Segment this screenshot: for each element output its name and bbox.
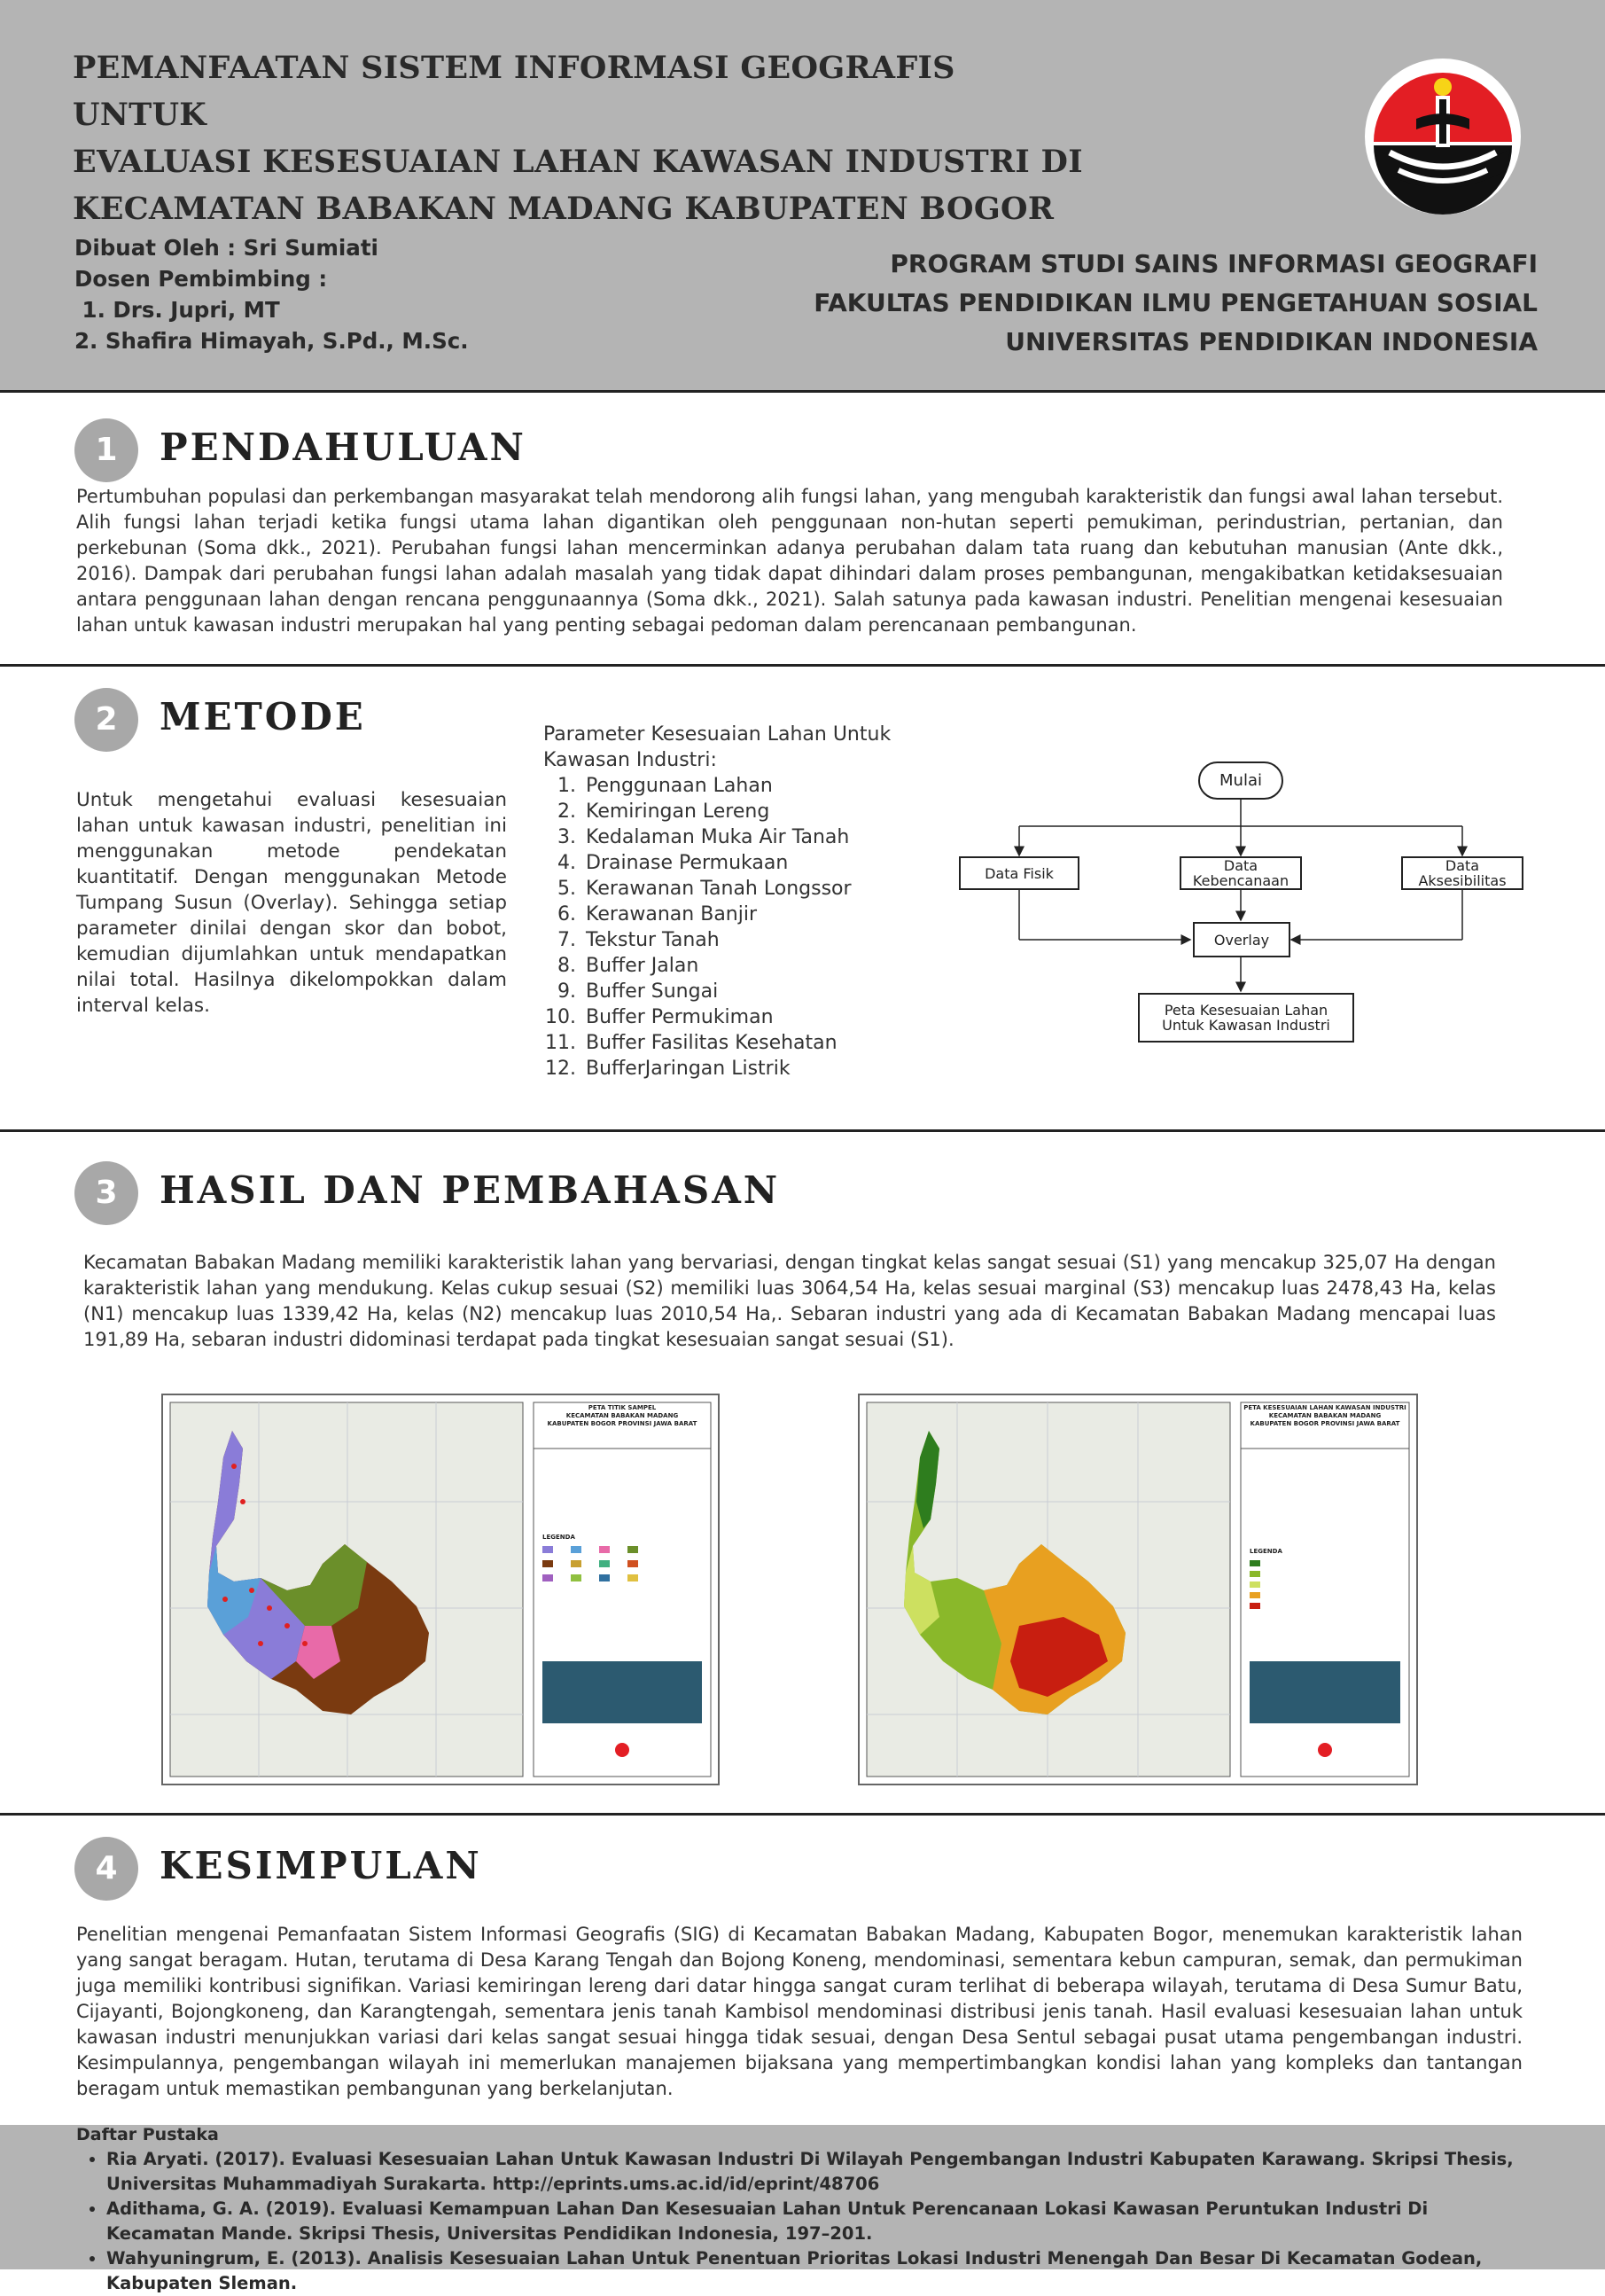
institution-block xyxy=(814,245,1538,362)
flowchart-data-aksesibilitas: Data Aksesibilitas xyxy=(1401,856,1523,890)
advisor-label: Dosen Pembimbing : xyxy=(74,266,328,292)
parameter-item: 1. Penggunaan Lahan xyxy=(582,773,915,799)
map-sample-points-title xyxy=(535,1404,709,1428)
section-3-number: 3 xyxy=(74,1161,138,1225)
section-2-body: Untuk mengetahui evaluasi kesesuaian lahan untuk kawasan industri, penelitian ini menggunakan metode pendekatan kuantitatif. Dengan menggunakan Metode Tumpang Susun (Overlay). Sehingga setiap parameter dinilai dengan skor dan bobot, kemudian dijumlahkan untuk mendapatkan nilai total. Hasilnya dikelompokkan dalam interval kelas. xyxy=(76,789,507,1017)
header-divider xyxy=(0,390,1605,393)
flowchart-data-fisik: Data Fisik xyxy=(959,856,1079,890)
flowchart-overlay: Overlay xyxy=(1193,922,1290,957)
map-1-subtitle-1: KECAMATAN BABAKAN MADANG xyxy=(565,1412,679,1419)
section-3-divider xyxy=(0,1813,1605,1816)
references-heading: Daftar Pustaka xyxy=(76,2125,219,2144)
map-1-legend-label: LEGENDA xyxy=(542,1534,575,1541)
flowchart-data-kebencanaan: Data Kebencanaan xyxy=(1180,856,1302,890)
parameter-item: 8. Buffer Jalan xyxy=(582,953,915,979)
section-4-title: KESIMPULAN xyxy=(160,1844,482,1887)
references xyxy=(76,2122,1539,2296)
advisor-1: 1. Drs. Jupri, MT xyxy=(74,297,280,323)
section-1-title: PENDAHULUAN xyxy=(160,426,526,469)
map-1-title: PETA TITIK SAMPEL xyxy=(588,1404,657,1411)
section-4-body: Penelitian mengenai Pemanfaatan Sistem Informasi Geografis (SIG) di Kecamatan Babakan Madang, Kabupaten Bogor, menemukan karakteristik lahan yang sangat beragam. Hutan, terutama di Desa Karang Tengah dan Bojong Koneng, mendominasi, sementara kebun campuran, semak, dan permukiman juga memiliki kontribusi signifikan. Variasi kemiringan lereng dari datar hingga sangat curam terlihat di beberapa wilayah, terutama di Desa Sumur Batu, Cijayanti, Bojongkoneng, dan Karangtengah, sementara jenis tanah Kambisol mendominasi distribusi jenis tanah. Hasil evaluasi kesesuaian lahan untuk kawasan industri menunjukkan variasi dari kelas sangat sesuai hingga tidak sesuai, dengan Desa Sentul sebagai pusat utama pengembangan industri. Kesimpulannya, pengembangan wilayah ini memerlukan manajemen bijaksana yang mempertimbangkan kondisi lahan yang kompleks dan tantangan beragam untuk memastikan pembangunan yang berkelanjutan. xyxy=(76,1924,1523,2099)
parameter-item: 12. BufferJaringan Listrik xyxy=(582,1056,915,1082)
map-2-subtitle-1: KECAMATAN BABAKAN MADANG xyxy=(1268,1412,1382,1419)
advisor-2: 2. Shafira Himayah, S.Pd., M.Sc. xyxy=(74,328,469,354)
parameter-list xyxy=(543,722,915,1082)
university-logo-icon xyxy=(1363,57,1523,216)
institution-program: PROGRAM STUDI SAINS INFORMASI GEOGRAFI xyxy=(890,249,1538,278)
section-1-divider xyxy=(0,664,1605,667)
reference-item: • Adithama, G. A. (2019). Evaluasi Kemampuan Lahan Dan Kesesuaian Lahan Untuk Perencanaan Lokasi Kawasan Peruntukan Industri Di Kecamatan Mande. Skripsi Thesis, Universitas Pendidikan Indonesia, 197–201. xyxy=(106,2197,1539,2246)
parameter-list-title: Parameter Kesesuaian Lahan Untuk Kawasan Industri: xyxy=(543,723,892,771)
title-line-1: PEMANFAATAN SISTEM INFORMASI GEOGRAFIS UNTUK xyxy=(73,50,955,133)
title-line-3: KECAMATAN BABAKAN MADANG KABUPATEN BOGOR xyxy=(73,191,1055,227)
flowchart-output: Peta Kesesuaian Lahan Untuk Kawasan Industri xyxy=(1138,993,1354,1043)
parameter-item: 7. Tekstur Tanah xyxy=(582,927,915,953)
section-2-divider xyxy=(0,1129,1605,1132)
section-4-number: 4 xyxy=(74,1837,138,1901)
parameter-item: 10. Buffer Permukiman xyxy=(582,1004,915,1030)
flowchart-start: Mulai xyxy=(1198,761,1283,800)
map-sample-points xyxy=(161,1394,720,1785)
parameter-item: 4. Drainase Permukaan xyxy=(582,850,915,876)
map-land-suitability-title xyxy=(1243,1404,1407,1428)
title-line-2: EVALUASI KESESUAIAN LAHAN KAWASAN INDUSTRI DI xyxy=(73,144,1083,180)
author-block xyxy=(74,232,469,356)
map-2-title: PETA KESESUAIAN LAHAN KAWASAN INDUSTRI xyxy=(1243,1404,1406,1411)
poster-title xyxy=(73,44,1092,232)
parameter-item: 11. Buffer Fasilitas Kesehatan xyxy=(582,1030,915,1056)
section-1-number: 1 xyxy=(74,418,138,482)
map-2-legend-label: LEGENDA xyxy=(1250,1548,1282,1555)
section-2-number: 2 xyxy=(74,688,138,752)
method-flowchart xyxy=(948,754,1542,1046)
section-1-body: Pertumbuhan populasi dan perkembangan masyarakat telah mendorong alih fungsi lahan, yang mengubah karakteristik dan fungsi awal lahan tersebut. Alih fungsi lahan terjadi ketika fungsi utama lahan digantikan oleh penggunaan non-hutan seperti pemukiman, perindustrian, pertanian, dan perkebunan (Soma dkk., 2021). Perubahan fungsi lahan mencerminkan adanya perubahan dalam tata ruang dan kebutuhan manusian (Ante dkk., 2016). Dampak dari perubahan fungsi lahan adalah masalah yang tidak dapat dihindari dalam proses pembangunan, mengakibatkan ketidaksesuaian antara penggunaan lahan dengan rencana penggunaannya (Soma dkk., 2021). Salah satunya pada kawasan industri. Penelitian mengenai kesesuaian lahan untuk kawasan industri merupakan hal yang penting sebagai pedoman dalam perencanaan pembangunan. xyxy=(76,486,1503,636)
parameter-item: 2. Kemiringan Lereng xyxy=(582,799,915,824)
map-land-suitability-image xyxy=(860,1395,1416,1784)
map-2-subtitle-2: KABUPATEN BOGOR PROVINSI JAWA BARAT xyxy=(1250,1420,1400,1427)
map-land-suitability xyxy=(858,1394,1418,1785)
section-2-title: METODE xyxy=(160,695,366,738)
parameter-item: 9. Buffer Sungai xyxy=(582,979,915,1004)
institution-faculty: FAKULTAS PENDIDIKAN ILMU PENGETAHUAN SOSIAL xyxy=(814,288,1538,317)
parameter-item: 3. Kedalaman Muka Air Tanah xyxy=(582,824,915,850)
institution-university: UNIVERSITAS PENDIDIKAN INDONESIA xyxy=(1005,327,1538,356)
parameter-item: 5. Kerawanan Tanah Longssor xyxy=(582,876,915,902)
section-3-title: HASIL DAN PEMBAHASAN xyxy=(160,1168,781,1212)
reference-item: • Wahyuningrum, E. (2013). Analisis Kesesuaian Lahan Untuk Penentuan Prioritas Lokasi Industri Menengah Dan Besar Di Kecamatan Godean, Kabupaten Sleman. xyxy=(106,2246,1539,2296)
map-sample-points-image xyxy=(163,1395,718,1784)
map-1-subtitle-2: KABUPATEN BOGOR PROVINSI JAWA BARAT xyxy=(547,1420,697,1427)
author-name: Dibuat Oleh : Sri Sumiati xyxy=(74,235,378,261)
parameter-item: 6. Kerawanan Banjir xyxy=(582,902,915,927)
reference-item: • Ria Aryati. (2017). Evaluasi Kesesuaian Lahan Untuk Kawasan Industri Di Wilayah Pengembangan Industri Kabupaten Karawang. Skripsi Thesis, Universitas Muhammadiyah Surakarta. http://eprints.ums.ac.id/id/eprint/48706 xyxy=(106,2147,1539,2197)
section-3-body: Kecamatan Babakan Madang memiliki karakteristik lahan yang bervariasi, dengan tingkat kelas sangat sesuai (S1) yang mencakup 325,07 Ha dengan karakteristik lahan yang mendukung. Kelas cukup sesuai (S2) memiliki luas 3064,54 Ha, kelas sesuai marginal (S3) mencakup luas 2478,43 Ha, kelas (N1) mencakup luas 1339,42 Ha, kelas (N2) mencakup luas 2010,54 Ha,. Sebaran industri yang ada di Kecamatan Babakan Madang mencapai luas 191,89 Ha, sebaran industri didominasi terdapat pada tingkat kesesuaian sangat sesuai (S1). xyxy=(83,1252,1496,1350)
